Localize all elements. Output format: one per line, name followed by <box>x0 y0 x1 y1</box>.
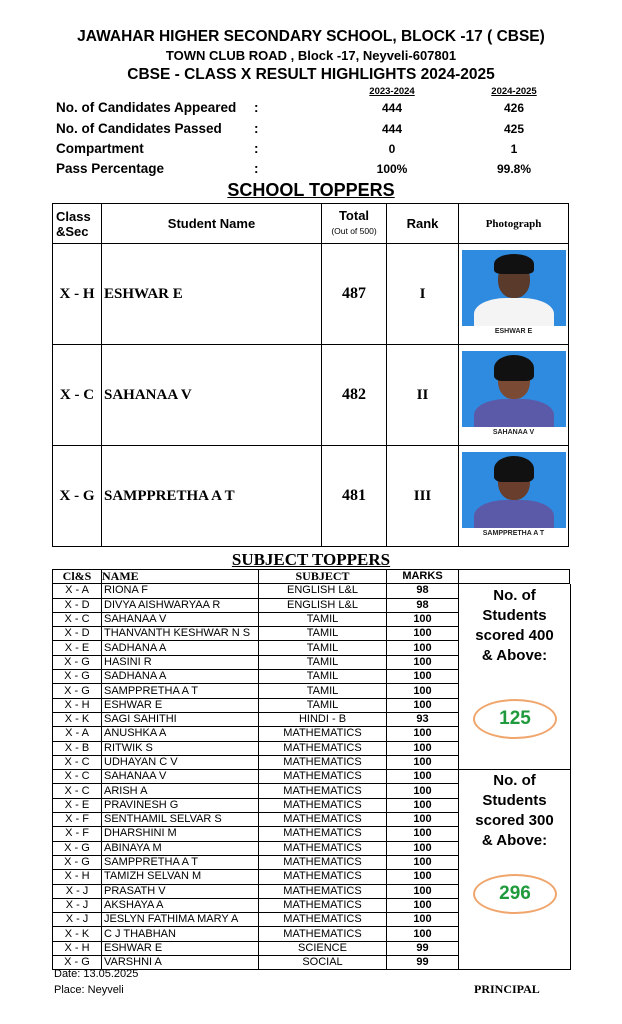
row-class: X - G <box>53 841 102 855</box>
summary-value-2024: 425 <box>503 122 525 136</box>
summary-colon: : <box>254 121 259 136</box>
row-name: ESHWAR E <box>102 698 259 712</box>
topper-rank: I <box>387 244 459 345</box>
row-class: X - G <box>53 956 102 970</box>
hair-shape <box>494 456 534 482</box>
table-header-row <box>53 570 570 584</box>
stat-400-line: scored 400 <box>475 627 554 644</box>
stat-300-line: scored 300 <box>475 812 554 829</box>
summary-value-2023: 0 <box>388 142 396 156</box>
table-row <box>53 446 569 547</box>
row-subject: MATHEMATICS <box>259 755 387 769</box>
year-heading-2023-2024: 2023-2024 <box>369 86 415 97</box>
topper-photo-cell <box>459 244 569 345</box>
row-subject: MATHEMATICS <box>259 870 387 884</box>
subject-toppers-heading: SUBJECT TOPPERS <box>231 550 391 569</box>
row-name: AKSHAYA A <box>102 898 259 912</box>
row-class: X - G <box>53 855 102 869</box>
row-name: HASINI R <box>102 655 259 669</box>
row-class: X - K <box>53 927 102 941</box>
summary-value-2023: 444 <box>381 122 403 136</box>
student-photo <box>462 351 566 439</box>
stat-300-line: No. of <box>493 772 536 789</box>
row-class: X - H <box>53 870 102 884</box>
summary-value-2024: 99.8% <box>496 162 532 176</box>
summary-value-2023: 100% <box>376 162 408 176</box>
row-name: PRASATH V <box>102 884 259 898</box>
principal-signature-label: PRINCIPAL <box>474 982 540 996</box>
row-name: TAMIZH SELVAN M <box>102 870 259 884</box>
row-subject: ENGLISH L&L <box>259 584 387 598</box>
column-header-subject: SUBJECT <box>259 570 387 584</box>
photo-caption: SAMPPRETHA A T <box>462 528 566 540</box>
row-name: UDHAYAN C V <box>102 755 259 769</box>
year-heading-2024-2025: 2024-2025 <box>491 86 537 97</box>
row-class: X - K <box>53 712 102 726</box>
row-name: SADHANA A <box>102 641 259 655</box>
row-marks: 100 <box>387 870 459 884</box>
column-header-rank: Rank <box>387 204 459 244</box>
row-marks: 100 <box>387 827 459 841</box>
row-name: ABINAYA M <box>102 841 259 855</box>
row-class: X - D <box>53 627 102 641</box>
topper-photo-cell <box>459 345 569 446</box>
row-subject: TAMIL <box>259 612 387 626</box>
student-photo <box>462 250 566 338</box>
column-header-name: NAME <box>102 570 259 584</box>
row-marks: 100 <box>387 727 459 741</box>
topper-rank: III <box>387 446 459 547</box>
row-name: RIONA F <box>102 584 259 598</box>
total-header-line2: (Out of 500) <box>331 226 377 236</box>
summary-value-2023: 444 <box>381 101 403 115</box>
row-class: X - J <box>53 913 102 927</box>
row-subject: TAMIL <box>259 627 387 641</box>
topper-name: SAHANAA V <box>102 345 322 446</box>
row-marks: 100 <box>387 913 459 927</box>
row-name: SENTHAMIL SELVAR S <box>102 813 259 827</box>
row-name: C J THABHAN <box>102 927 259 941</box>
summary-colon: : <box>254 161 259 176</box>
row-name: SADHANA A <box>102 670 259 684</box>
row-name: SAGI SAHITHI <box>102 712 259 726</box>
row-subject: TAMIL <box>259 641 387 655</box>
summary-label: Compartment <box>56 141 144 156</box>
row-class: X - D <box>53 598 102 612</box>
row-name: SAMPPRETHA A T <box>102 855 259 869</box>
row-class: X - J <box>53 898 102 912</box>
row-marks: 100 <box>387 898 459 912</box>
photo-caption: ESHWAR E <box>462 326 566 338</box>
row-subject: MATHEMATICS <box>259 798 387 812</box>
row-class: X - G <box>53 684 102 698</box>
row-marks: 93 <box>387 712 459 726</box>
row-subject: MATHEMATICS <box>259 841 387 855</box>
row-marks: 99 <box>387 956 459 970</box>
row-subject: HINDI - B <box>259 712 387 726</box>
row-marks: 100 <box>387 784 459 798</box>
row-subject: MATHEMATICS <box>259 913 387 927</box>
column-header-class: Cl&S <box>53 570 102 584</box>
row-marks: 100 <box>387 813 459 827</box>
row-subject: MATHEMATICS <box>259 770 387 784</box>
row-marks: 100 <box>387 855 459 869</box>
row-marks: 100 <box>387 841 459 855</box>
row-class: X - G <box>53 655 102 669</box>
topper-name: SAMPPRETHA A T <box>102 446 322 547</box>
row-name: SAHANAA V <box>102 770 259 784</box>
school-toppers-heading: SCHOOL TOPPERS <box>227 180 395 200</box>
row-class: X - C <box>53 770 102 784</box>
row-subject: MATHEMATICS <box>259 855 387 869</box>
topper-class: X - C <box>53 345 102 446</box>
row-subject: SCIENCE <box>259 941 387 955</box>
column-header-total <box>322 204 387 244</box>
row-marks: 100 <box>387 655 459 669</box>
summary-label: Pass Percentage <box>56 161 165 176</box>
row-subject: MATHEMATICS <box>259 827 387 841</box>
row-marks: 100 <box>387 627 459 641</box>
class-header-line1: Class <box>56 208 91 224</box>
row-marks: 99 <box>387 941 459 955</box>
student-photo <box>462 452 566 540</box>
school-toppers-table <box>52 203 569 547</box>
column-header-class <box>53 204 102 244</box>
table-row <box>53 244 569 345</box>
row-marks: 100 <box>387 641 459 655</box>
topper-total: 481 <box>322 446 387 547</box>
table-header-row <box>53 204 569 244</box>
school-name: JAWAHAR HIGHER SECONDARY SCHOOL, BLOCK -17 ( CBSE) <box>77 28 545 45</box>
row-subject: ENGLISH L&L <box>259 598 387 612</box>
row-class: X - J <box>53 884 102 898</box>
row-class: X - E <box>53 641 102 655</box>
topper-name: ESHWAR E <box>102 244 322 345</box>
column-header-blank <box>459 570 570 584</box>
date-line: Date: 13.05.2025 <box>54 968 139 980</box>
row-class: X - G <box>53 670 102 684</box>
row-class: X - F <box>53 827 102 841</box>
row-name: ARISH A <box>102 784 259 798</box>
row-class: X - B <box>53 741 102 755</box>
row-subject: MATHEMATICS <box>259 927 387 941</box>
row-name: SAMPPRETHA A T <box>102 684 259 698</box>
stat-300-line: Students <box>482 792 547 809</box>
row-marks: 100 <box>387 741 459 755</box>
class-header-line2: &Sec <box>56 223 89 239</box>
photo-caption: SAHANAA V <box>462 427 566 439</box>
row-subject: MATHEMATICS <box>259 898 387 912</box>
place-line: Place: Neyveli <box>54 984 124 996</box>
hair-shape <box>494 254 534 274</box>
row-subject: TAMIL <box>259 684 387 698</box>
summary-value-2024: 1 <box>510 142 518 156</box>
column-header-photo: Photograph <box>459 204 569 244</box>
stat-400-line: & Above: <box>481 647 548 664</box>
row-class: X - C <box>53 612 102 626</box>
row-name: THANVANTH KESHWAR N S <box>102 627 259 641</box>
row-name: JESLYN FATHIMA MARY A <box>102 913 259 927</box>
topper-total: 482 <box>322 345 387 446</box>
row-marks: 100 <box>387 612 459 626</box>
row-class: X - E <box>53 798 102 812</box>
stat-400-line: No. of <box>493 587 536 604</box>
row-name: PRAVINESH G <box>102 798 259 812</box>
row-name: VARSHNI A <box>102 956 259 970</box>
row-marks: 100 <box>387 770 459 784</box>
school-address: TOWN CLUB ROAD , Block -17, Neyveli-607801 <box>165 48 457 63</box>
total-header-line1: Total <box>338 208 370 223</box>
row-class: X - A <box>53 584 102 598</box>
row-marks: 100 <box>387 798 459 812</box>
topper-class: X - G <box>53 446 102 547</box>
row-marks: 100 <box>387 755 459 769</box>
summary-colon: : <box>254 141 259 156</box>
summary-colon: : <box>254 100 259 115</box>
stat-box-400 <box>458 584 571 770</box>
hair-shape <box>494 355 534 381</box>
row-name: ESHWAR E <box>102 941 259 955</box>
row-marks: 100 <box>387 684 459 698</box>
row-name: DIVYA AISHWARYAA R <box>102 598 259 612</box>
topper-rank: II <box>387 345 459 446</box>
row-subject: MATHEMATICS <box>259 884 387 898</box>
row-class: X - C <box>53 755 102 769</box>
row-marks: 100 <box>387 670 459 684</box>
stat-box-300 <box>458 769 571 970</box>
row-class: X - H <box>53 698 102 712</box>
topper-class: X - H <box>53 244 102 345</box>
row-subject: MATHEMATICS <box>259 784 387 798</box>
row-subject: TAMIL <box>259 698 387 712</box>
row-name: DHARSHINI M <box>102 827 259 841</box>
row-class: X - H <box>53 941 102 955</box>
row-subject: TAMIL <box>259 670 387 684</box>
stat-300-line: & Above: <box>481 832 548 849</box>
summary-label: No. of Candidates Passed <box>56 121 222 136</box>
row-name: SAHANAA V <box>102 612 259 626</box>
row-marks: 98 <box>387 598 459 612</box>
column-header-marks: MARKS <box>387 570 459 584</box>
topper-photo-cell <box>459 446 569 547</box>
stat-400-line: Students <box>482 607 547 624</box>
result-highlights-title: CBSE - CLASS X RESULT HIGHLIGHTS 2024-2025 <box>127 66 495 83</box>
row-class: X - F <box>53 813 102 827</box>
row-name: RITWIK S <box>102 741 259 755</box>
row-marks: 98 <box>387 584 459 598</box>
table-row <box>53 345 569 446</box>
row-name: ANUSHKA A <box>102 727 259 741</box>
row-marks: 100 <box>387 884 459 898</box>
row-class: X - C <box>53 784 102 798</box>
row-subject: MATHEMATICS <box>259 741 387 755</box>
topper-total: 487 <box>322 244 387 345</box>
row-marks: 100 <box>387 698 459 712</box>
row-subject: MATHEMATICS <box>259 727 387 741</box>
summary-label: No. of Candidates Appeared <box>56 100 237 115</box>
column-header-name: Student Name <box>102 204 322 244</box>
stat-300-value: 296 <box>473 874 557 914</box>
row-subject: TAMIL <box>259 655 387 669</box>
summary-value-2024: 426 <box>503 101 525 115</box>
row-subject: MATHEMATICS <box>259 813 387 827</box>
row-subject: SOCIAL <box>259 956 387 970</box>
row-marks: 100 <box>387 927 459 941</box>
stat-400-value: 125 <box>473 699 557 739</box>
row-class: X - A <box>53 727 102 741</box>
